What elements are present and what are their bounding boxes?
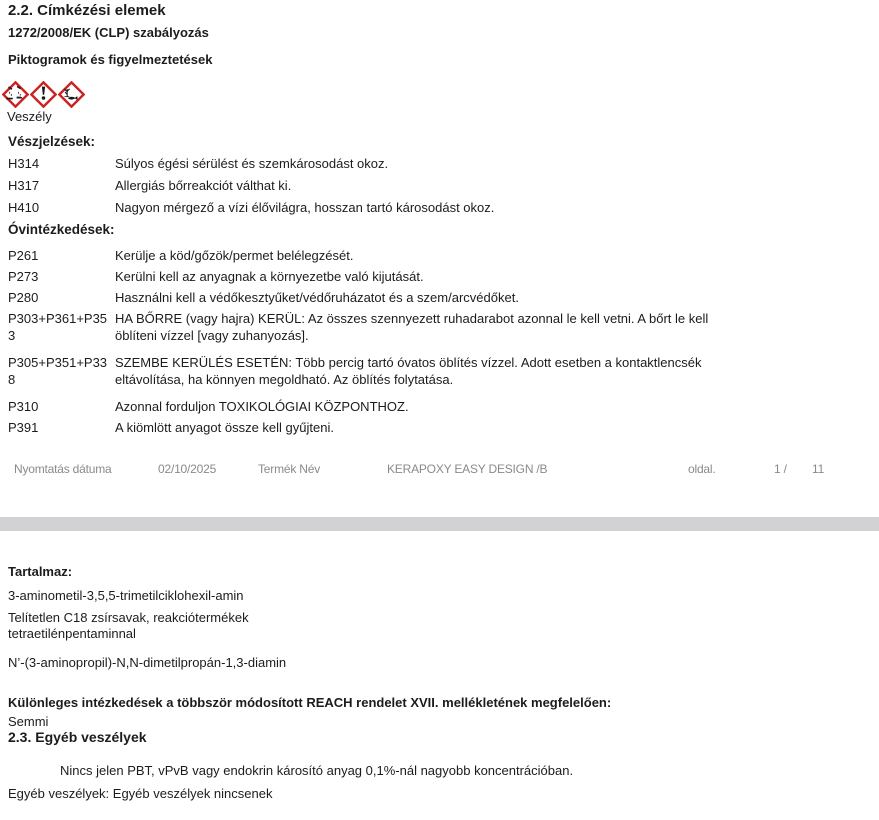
contains-heading: Tartalmaz: <box>8 564 73 579</box>
section-title: 2.2. Címkézési elemek <box>8 2 166 19</box>
pictograms-heading: Piktogramok és figyelmeztetések <box>8 52 213 67</box>
contains-substance: N’-(3-aminopropil)-N,N-dimetilpropán-1,3-diamin <box>8 655 287 670</box>
footer-print-date: 02/10/2025 <box>158 462 217 476</box>
precaution-text: Kerülje a köd/gőzök/permet belélegzését. <box>115 248 354 263</box>
hazard-row <box>8 199 871 216</box>
precautionary-statements-table <box>8 247 871 440</box>
precautionary-statements-heading: Óvintézkedések: <box>8 222 115 237</box>
precaution-code: P261 <box>8 248 39 263</box>
hazard-text: Súlyos égési sérülést és szemkárosodást okoz. <box>115 156 389 171</box>
precaution-row <box>8 289 871 306</box>
precaution-row <box>8 310 871 344</box>
precaution-code: P280 <box>8 290 39 305</box>
precaution-text: Azonnal forduljon TOXIKOLÓGIAI KÖZPONTHOZ. <box>115 399 409 414</box>
precaution-code: P310 <box>8 399 39 414</box>
hazard-text: Allergiás bőrreakciót válthat ki. <box>115 178 292 193</box>
precaution-code: P303+P361+P353 <box>8 311 108 343</box>
pbt-vpvb-note: Nincs jelen PBT, vPvB vagy endokrin károsító anyag 0,1%-nál nagyobb koncentrációban. <box>60 763 574 778</box>
other-hazards-line: Egyéb veszélyek: Egyéb veszélyek nincsenek <box>8 786 273 801</box>
other-hazards-heading: 2.3. Egyéb veszélyek <box>8 729 147 745</box>
hazard-code: H317 <box>8 178 40 193</box>
precaution-row <box>8 354 871 388</box>
contains-substance: Telítetlen C18 zsírsavak, reakciótermékek tetraetilénpentaminnal <box>8 610 249 641</box>
precaution-text: Kerülni kell az anyagnak a környezetbe való kijutását. <box>115 269 424 284</box>
ghs07-exclamation-icon <box>30 81 57 108</box>
precaution-row <box>8 398 871 415</box>
regulation-line: 1272/2008/EK (CLP) szabályozás <box>8 25 209 40</box>
precaution-text: A kiömlött anyagot össze kell gyűjteni. <box>115 420 334 435</box>
hazard-statements-heading: Vészjelzések: <box>8 134 96 149</box>
precaution-text: SZEMBE KERÜLÉS ESETÉN: Több percig tartó óvatos öblítés vízzel. Adott esetben a kontaktlencsék eltávolítása, ha könnyen megoldható. Az öblítés folytatása. <box>115 355 702 387</box>
hazard-code: H314 <box>8 156 40 171</box>
footer-page-total: 11 <box>812 462 825 476</box>
page-footer <box>0 462 879 478</box>
page-break-divider <box>0 517 879 531</box>
precaution-row <box>8 419 871 436</box>
footer-page-current: 1 / <box>774 462 787 476</box>
ghs-pictograms <box>2 81 85 108</box>
hazard-row <box>8 177 871 194</box>
hazard-statements-table <box>8 155 871 221</box>
precaution-row <box>8 268 871 285</box>
precaution-text: Használni kell a védőkesztyűket/védőruházatot és a szem/arcvédőket. <box>115 290 519 305</box>
ghs05-corrosion-icon <box>2 81 29 108</box>
footer-product-name: KERAPOXY EASY DESIGN /B <box>387 462 548 476</box>
contains-substance: 3-aminometil-3,5,5-trimetilciklohexil-amin <box>8 588 244 603</box>
signal-word: Veszély <box>7 109 52 124</box>
precaution-code: P391 <box>8 420 39 435</box>
hazard-text: Nagyon mérgező a vízi élővilágra, hosszan tartó károsodást okoz. <box>115 200 495 215</box>
hazard-row <box>8 155 871 172</box>
footer-product-label: Termék Név <box>258 462 321 476</box>
hazard-code: H410 <box>8 200 40 215</box>
footer-page-label: oldal. <box>688 462 716 476</box>
reach-value: Semmi <box>8 714 49 729</box>
precaution-code: P305+P351+P338 <box>8 355 108 387</box>
reach-heading: Különleges intézkedések a többször módosított REACH rendelet XVII. mellékletének megfelelően: <box>8 695 612 710</box>
ghs09-environment-icon <box>58 81 85 108</box>
precaution-code: P273 <box>8 269 39 284</box>
precaution-text: HA BŐRRE (vagy hajra) KERÜL: Az összes szennyezett ruhadarabot azonnal le kell vetni. A bőrt le kell öblíteni vízzel [vagy zuhanyozás]. <box>115 311 709 343</box>
precaution-row <box>8 247 871 264</box>
footer-print-date-label: Nyomtatás dátuma <box>14 462 112 476</box>
